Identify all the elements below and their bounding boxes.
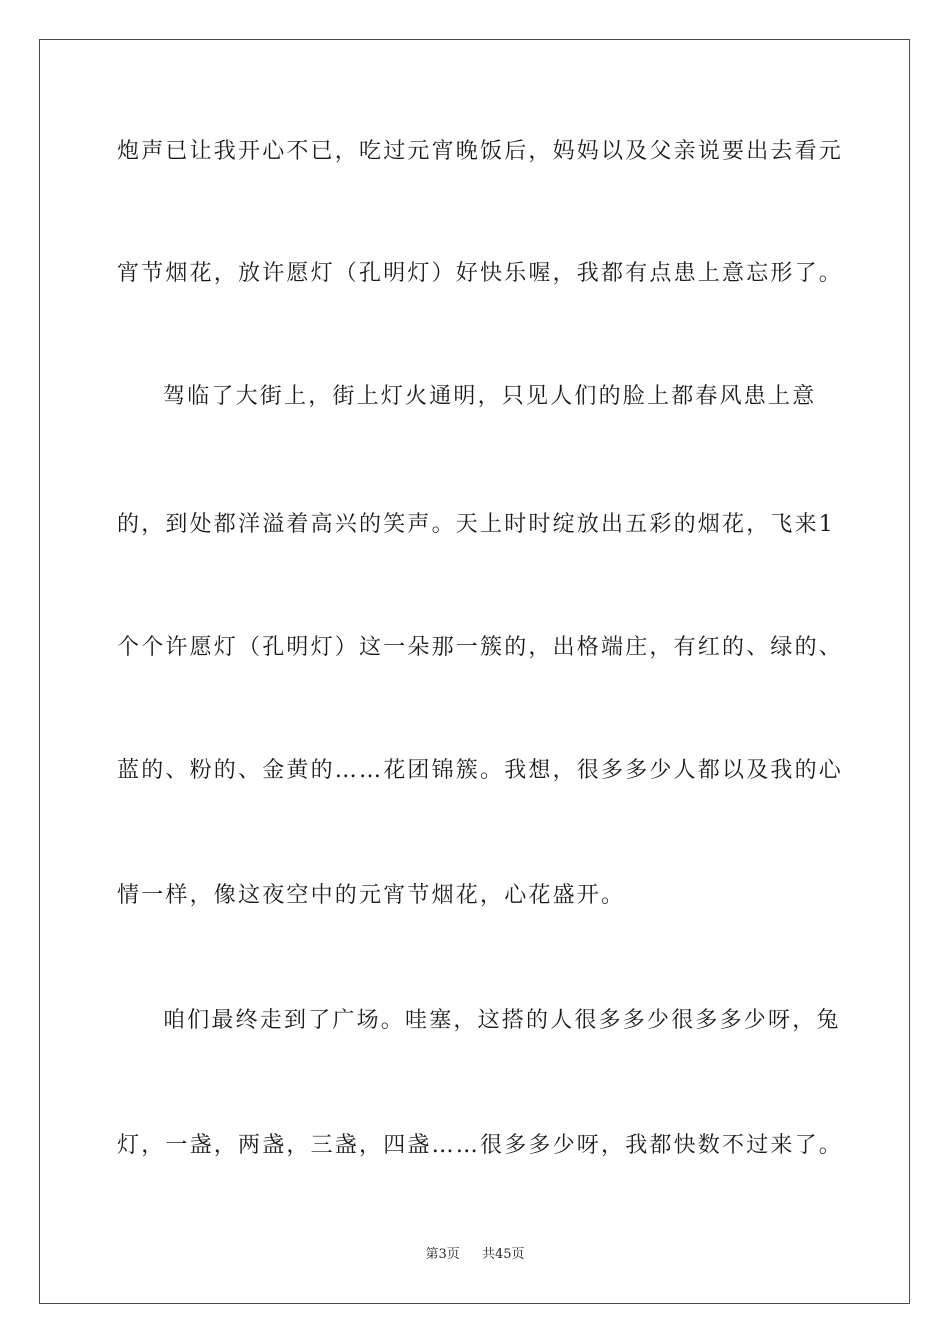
text-line: 的，到处都洋溢着高兴的笑声。天上时时绽放出五彩的烟花，飞来1 bbox=[117, 512, 835, 537]
page-total: 共45页 bbox=[482, 1247, 525, 1262]
text-line: 个个许愿灯（孔明灯）这一朵那一簇的，出格端庄，有红的、绿的、 bbox=[117, 635, 844, 660]
page-footer bbox=[0, 1246, 950, 1264]
paragraph-start-line: 驾临了大街上，街上灯火通明，只见人们的脸上都春风患上意 bbox=[163, 384, 817, 409]
text-line: 蓝的、粉的、金黄的……花团锦簇。我想，很多多少人都以及我的心 bbox=[117, 758, 844, 783]
page-number: 第3页 bbox=[425, 1247, 460, 1262]
paragraph-start-line: 咱们最终走到了广场。哇塞，这搭的人很多多少很多多少呀，兔 bbox=[163, 1008, 841, 1033]
text-line: 情一样，像这夜空中的元宵节烟花，心花盛开。 bbox=[117, 883, 626, 908]
text-line: 灯，一盏，两盏，三盏，四盏……很多多少呀，我都快数不过来了。 bbox=[117, 1133, 844, 1158]
page-border bbox=[39, 39, 910, 1304]
text-line: 炮声已让我开心不已，吃过元宵晚饭后，妈妈以及父亲说要出去看元 bbox=[117, 139, 844, 164]
text-line: 宵节烟花，放许愿灯（孔明灯）好快乐喔，我都有点患上意忘形了。 bbox=[117, 261, 844, 286]
